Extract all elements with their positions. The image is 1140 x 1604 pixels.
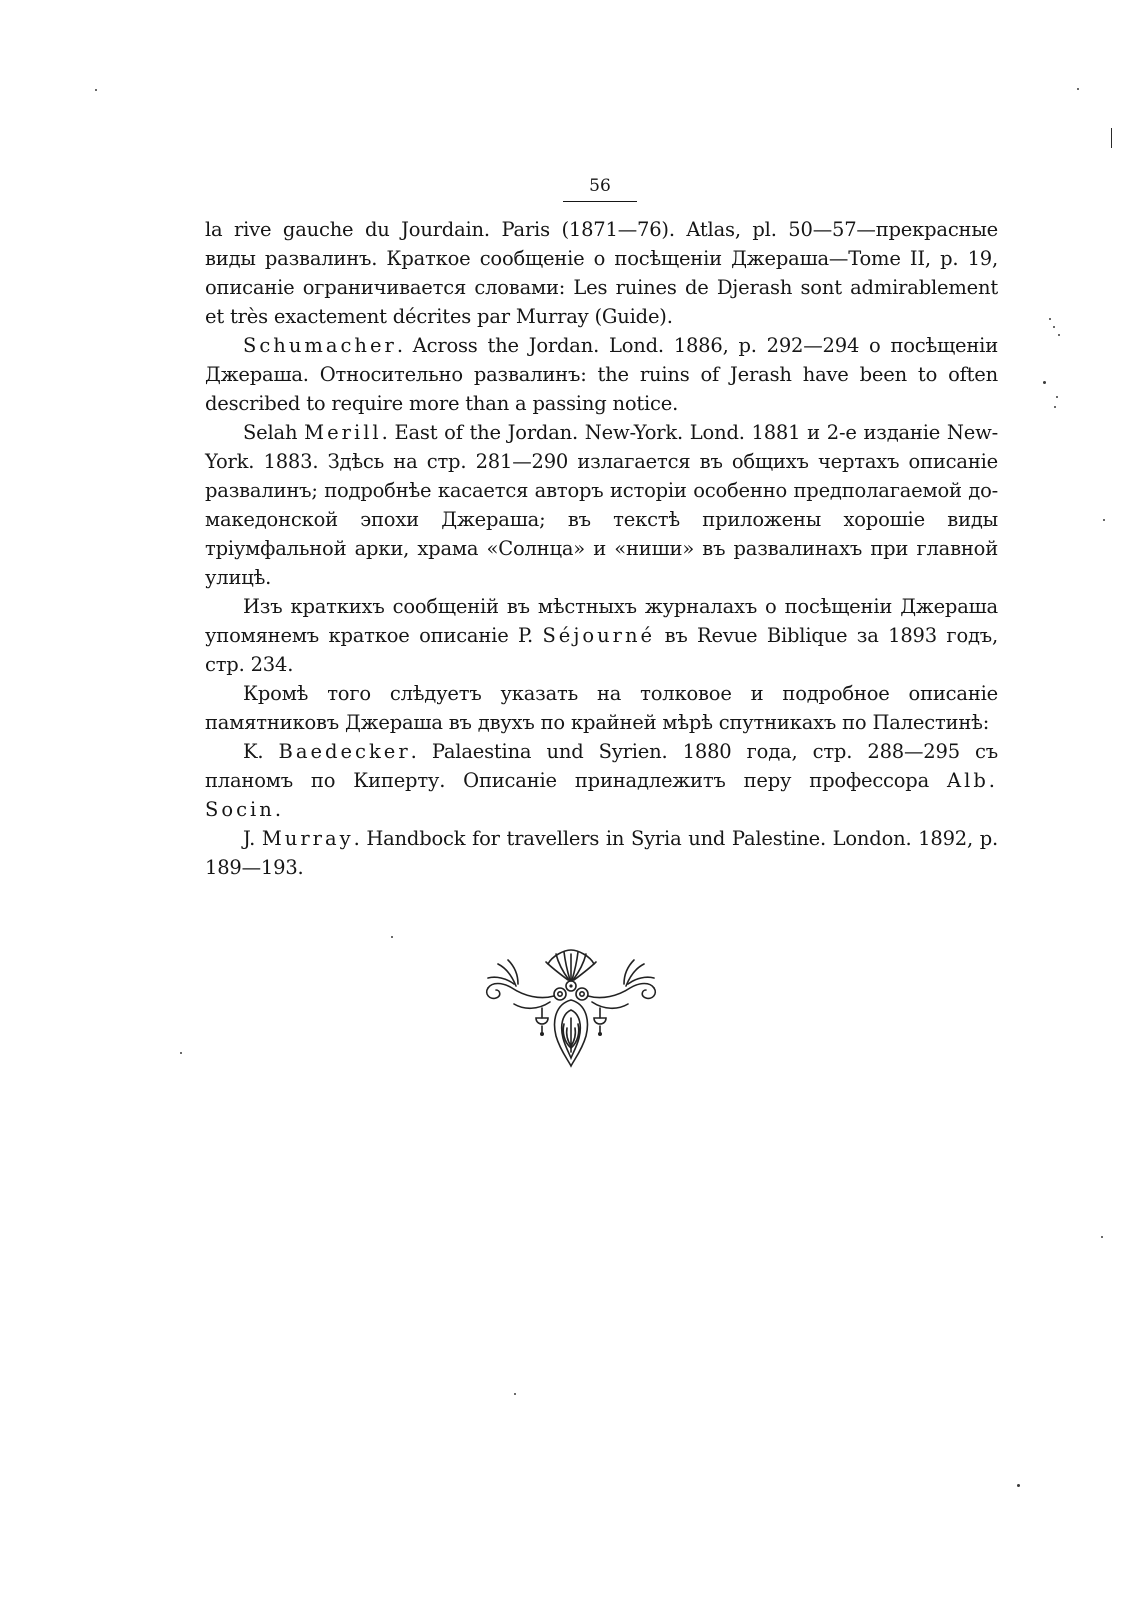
scan-edge-mark <box>1111 128 1112 148</box>
author-initial: K. <box>243 740 279 763</box>
scan-speck <box>180 1052 182 1054</box>
scan-speck <box>95 89 97 91</box>
scan-speck <box>1049 318 1051 320</box>
page-number: 56 <box>589 176 611 196</box>
paragraph-text: . <box>274 798 281 821</box>
bibliography-text <box>205 215 998 882</box>
scan-speck <box>1054 406 1056 408</box>
paragraph-merill <box>205 418 998 592</box>
paragraph-journals <box>205 592 998 679</box>
author-name: Merill <box>304 421 382 444</box>
scan-speck <box>1058 334 1060 336</box>
scan-speck <box>1017 1484 1020 1487</box>
author-name: Murray <box>261 827 354 850</box>
page-number-rule <box>563 201 637 202</box>
scan-speck <box>1056 396 1058 398</box>
scan-speck <box>391 936 393 938</box>
scan-speck <box>1077 88 1079 90</box>
scan-speck <box>1053 326 1055 328</box>
author-name: Baedecker <box>278 740 411 763</box>
paragraph-text: . East of the Jordan. New-York. Lond. 1881 и 2-е изданіе New-York. 1883. Здѣсь на стр. 281—290 излагается въ общихъ чертахъ описаніе развалинъ; подробнѣе касается авторъ исторіи особенно предполагаемой до-македонской эпохи Джераша; въ текстѣ приложены хорошіе виды тріумфальной арки, храма «Солнца» и «ниши» въ развалинахъ при главной улицѣ. <box>205 421 998 589</box>
author-name: Séjourné <box>542 624 656 647</box>
paragraph-text: Кромѣ того слѣдуетъ указать на толковое и подробное описаніе памятниковъ Джераша въ двухъ по крайней мѣрѣ спутникахъ по Палестинѣ: <box>205 682 998 734</box>
paragraph-schumacher <box>205 331 998 418</box>
paragraph-baedecker <box>205 737 998 824</box>
author-initial: J. <box>243 827 262 850</box>
paragraph-text: . Across the Jordan. Lond. 1886, p. 292—294 о посѣщеніи Джераша. Относительно развалинъ: the ruins of Jerash have been to often described to require more than a passing notice. <box>205 334 998 415</box>
paragraph-text: въ Revue Biblique за 1893 годъ, стр. 234. <box>205 624 998 676</box>
author-first-name: Selah <box>243 421 305 444</box>
author-name: Alb. Socin <box>205 769 998 821</box>
scan-speck <box>514 1393 516 1395</box>
paragraph-guides-intro <box>205 679 998 737</box>
paragraph-text: Изъ краткихъ сообщеній въ мѣстныхъ журналахъ о посѣщеніи Джераша упомянемъ краткое описаніе P. <box>205 595 998 647</box>
paragraph-text: . Handbock for travellers in Syria und Palestine. London. 1892, p. 189—193. <box>205 827 998 879</box>
paragraph-text: la rive gauche du Jourdain. Paris (1871—76). Atlas, pl. 50—57—прекрасные виды развалинъ. Краткое сообщеніе о посѣщеніи Джераша—Tome II, p. 19, описаніе ограничивается словами: Les ruines de Djerash sont admirablement et très exactement décrites par Murray (Guide). <box>205 218 998 328</box>
paragraph-lartet-continuation <box>205 215 998 331</box>
author-name: Schumacher <box>243 334 397 357</box>
ornament-tailpiece-icon <box>480 948 662 1070</box>
scan-speck <box>1103 519 1105 521</box>
scan-speck <box>1101 1236 1103 1238</box>
paragraph-murray <box>205 824 998 882</box>
scan-speck <box>1043 381 1046 384</box>
paragraph-text: . Palaestina und Syrien. 1880 года, стр. 288—295 съ планомъ по Киперту. Описаніе принадлежитъ перу профессора <box>205 740 998 792</box>
